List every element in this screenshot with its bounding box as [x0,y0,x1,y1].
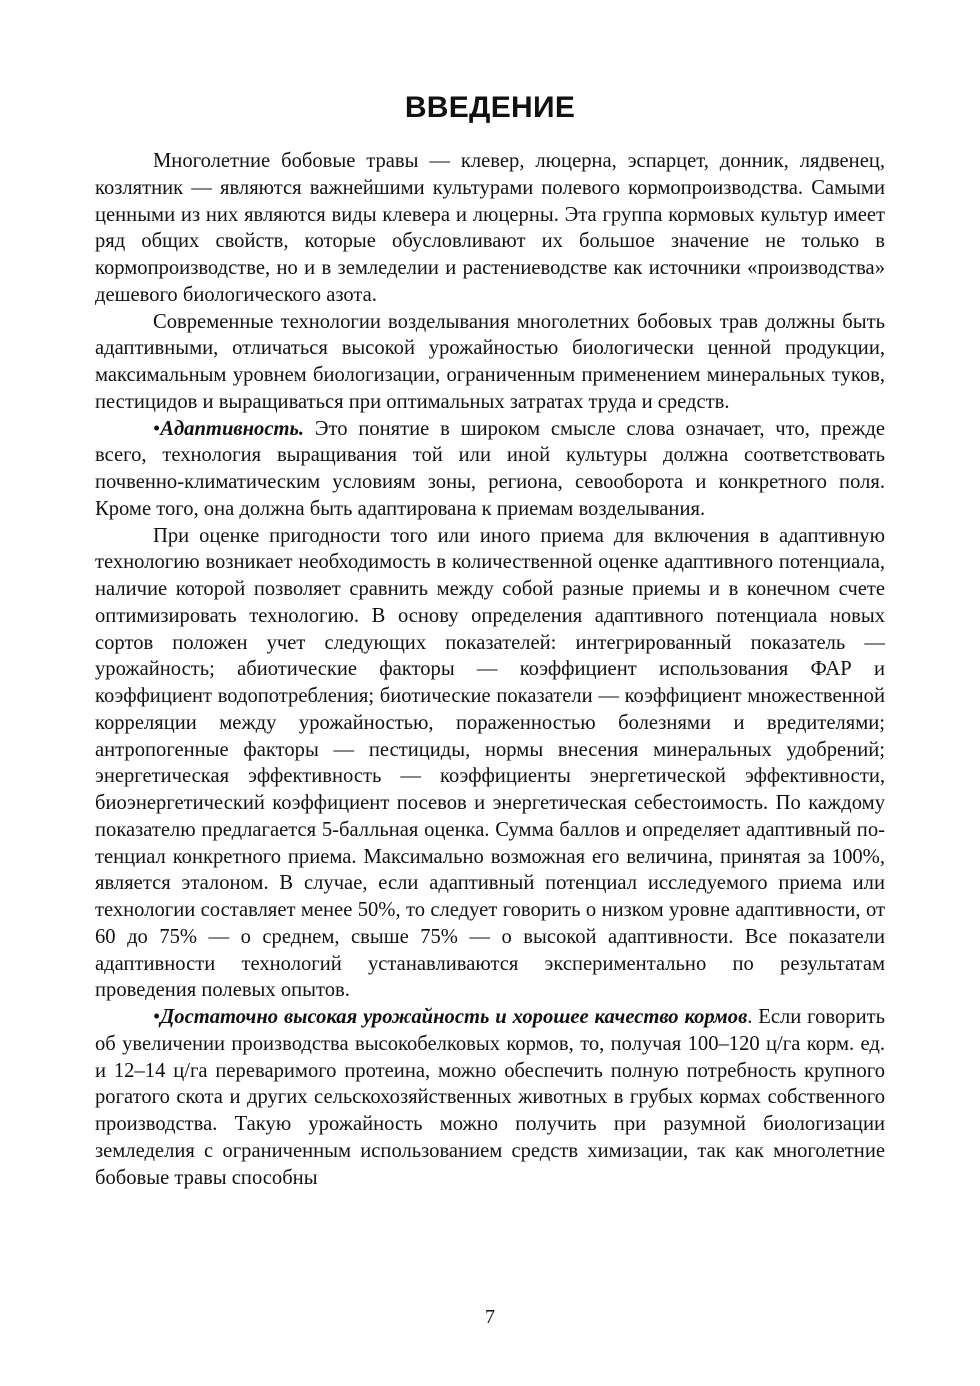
paragraph-adaptivity: •Адаптивность. Это понятие в широком смысле слова означает, что, прежде всего, технология выращивания той или иной культуры должна соответствовать почвенно-климатическим условиям зоны, региона, севооборота и конкретного поля. Кроме того, она должна быть адаптирована к приемам возделывания. [95,417,885,520]
paragraph-adaptive-potential: При оценке пригодности того или иного приема для включения в адаптивную технологию возникает необходимость в количественной оценке адаптивного потенциала, наличие которой позволяет сравнить между собой разные приемы и в конечном счете оптимизировать технологию. В основу определения адаптивного потенциала новых сортов положен учет следующих показателей: интегрированный показатель — урожайность; абиотические факторы — коэффициент использования ФАР и коэффициент водопотребления; биотические показатели — коэффициент множественной корреляции между урожайностью, пораженностью болезнями и вредителями; антропогенные факторы — пестициды, нормы внесения минеральных удобрений; энергетическая эффективность — коэффициенты энергетической эффективности, биоэнергетический коэффициент посевов и энергетическая себестоимость. По каждому показателю предлагается 5-балльная оценка. Сумма баллов и определяет адаптивный потенциал конкретного приема. Максимально возможная его величина, принятая за 100%, является эталоном. В случае, если адаптивный потенциал исследуемого приема или технологии составляет менее 50%, то следует говорить о низком уровне адаптивности, от 60 до 75% — о среднем, свыше 75% — о высокой адаптивности. Все показатели адаптивности технологий устанавливаются экспериментально по результатам проведения полевых опытов. [95,524,885,1002]
paragraph-intro: Многолетние бобовые травы — клевер, люцерна, эспарцет, донник, лядвенец, козлятник — являются важнейшими культурами полевого кормопроизводства. Самыми ценными из них являются виды клевера и люцерны. Эта группа кормовых культур имеет ряд общих свойств, которые обусловливают их большое значение не только в кормопроизводстве, но и в земледелии и растениеводстве как источники «производства» дешевого биологического азота. [95,150,885,306]
bullet-icon: • [153,417,161,440]
page-title: ВВЕДЕНИЕ [404,91,576,124]
body-text [95,148,885,1191]
term-adaptivity: Адаптивность. [160,417,305,440]
term-yield-quality: Достаточно высокая урожайность и хорошее качество кормов [160,1006,748,1028]
bullet-icon: • [153,1006,161,1028]
paragraph-technologies: Современные технологии возделывания многолетних бобовых трав должны быть адаптивными, отличаться высокой урожайностью биологически ценной продукции, максимальным уровнем биологизации, ограниченным применением минеральных туков, пестицидов и выращиваться при оптимальных затратах труда и средств. [95,310,885,413]
page-number: 7 [485,1306,495,1328]
paragraph-yield-quality: •Достаточно высокая урожайность и хорошее качество кормов. Если говорить об увеличении производства высокобелковых кормов, то, получая 100–120 ц/га корм. ед. и 12–14 ц/га переваримого протеина, можно обеспечить полную потребность крупного рогатого скота и других сельскохозяйственных животных в грубых кормах собственного производства. Такую урожайность можно получить при разумной биологизации земледелия с ограниченным использованием средств химизации, так как многолетние бобовые травы способны [95,1006,885,1189]
